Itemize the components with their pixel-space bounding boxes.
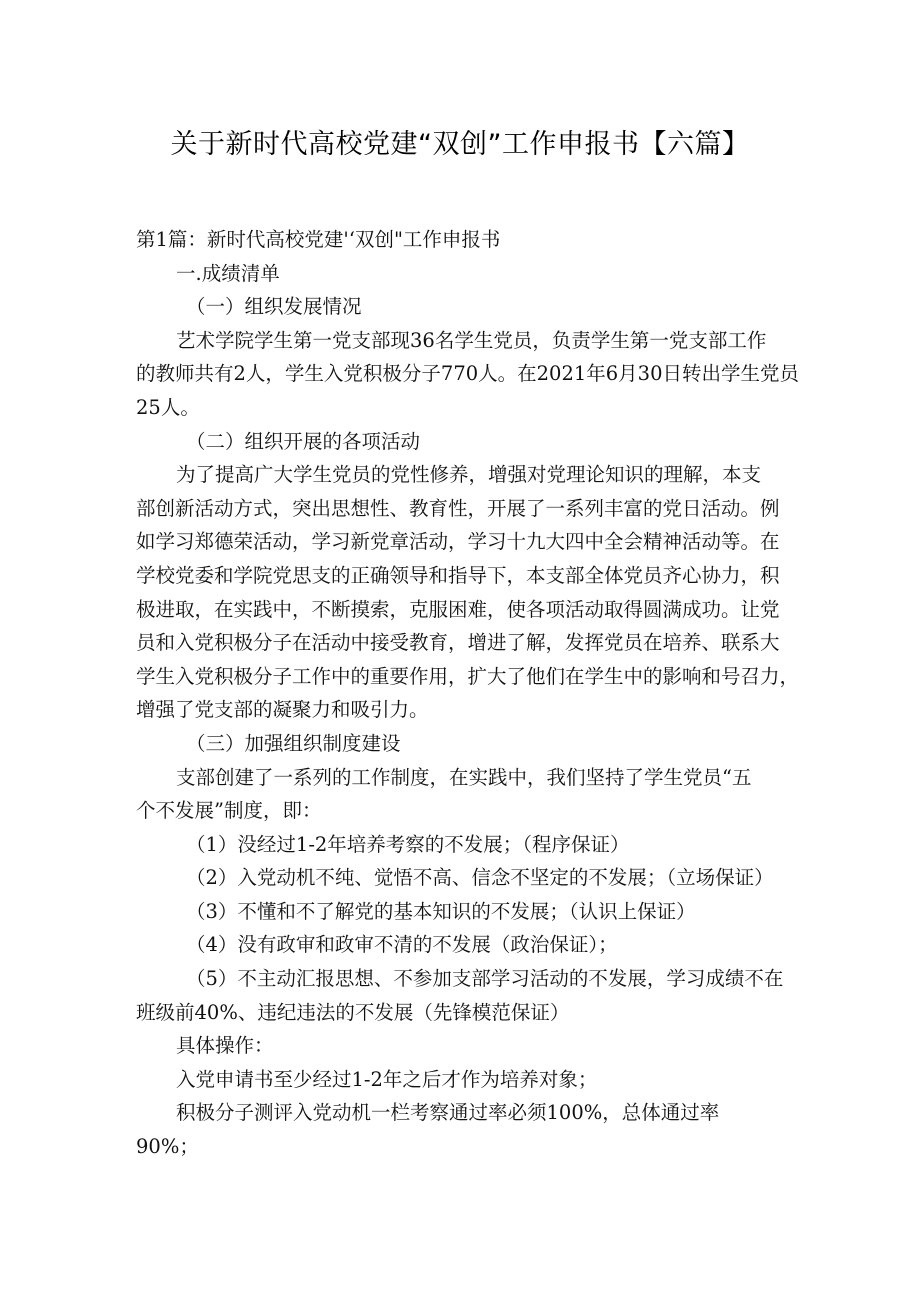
chapter-heading: 第1篇：新时代高校党建'‘双创"工作申报书 xyxy=(136,228,501,251)
paragraph-line: 员和入党积极分子在活动中接受教育，增进了解，发挥党员在培养、联系大 xyxy=(136,631,780,655)
paragraph-line: 学校党委和学院党思支的正确领导和指导下，本支部全体党员齐心协力，积 xyxy=(136,563,780,587)
paragraph-line: 如学习郑德荣活动，学习新党章活动，学习十九大四中全会精神活动等。在 xyxy=(136,530,780,554)
paragraph-line: 具体操作： xyxy=(176,1034,274,1058)
list-item: （4）没有政审和政审不清的不发展（政治保证）； xyxy=(186,933,618,957)
paragraph-line: 艺术学院学生第一党支部现36名学生党员，负责学生第一党支部工作 xyxy=(176,328,767,352)
paragraph-line: 极进取，在实践中，不断摸索，克服困难，使各项活动取得圆满成功。让党 xyxy=(136,597,780,621)
subsection-heading: （一）组织发展情况 xyxy=(186,295,362,319)
paragraph-line: 支部创建了一系列的工作制度，在实践中，我们坚持了学生党员“五 xyxy=(176,765,752,789)
paragraph-line: 个不发展”制度，即： xyxy=(136,799,322,823)
list-item: （3）不懂和不了解党的基本知识的不发展；（认识上保证） xyxy=(186,899,696,923)
section-heading: 一.成绩清单 xyxy=(176,261,280,285)
paragraph-line: 的教师共有2人，学生入党积极分子770人。在2021年6月30日转出学生党员 xyxy=(136,362,799,386)
paragraph-line: 学生入党积极分子工作中的重要作用，扩大了他们在学生中的影响和号召力， xyxy=(136,664,800,688)
list-item: （5）不主动汇报思想、不参加支部学习活动的不发展，学习成绩不在 xyxy=(186,967,784,991)
paragraph-line: 部创新活动方式，突出思想性、教育性，开展了一系列丰富的党日活动。例 xyxy=(136,496,780,520)
subsection-heading: （二）组织开展的各项活动 xyxy=(186,429,421,453)
subsection-heading: （三）加强组织制度建设 xyxy=(186,731,401,755)
paragraph-line: 积极分子测评入党动机一栏考察通过率必须100%，总体通过率 xyxy=(176,1101,720,1125)
paragraph-line: 增强了党支部的凝聚力和吸引力。 xyxy=(136,698,429,722)
paragraph-line: 班级前40%、违纪违法的不发展（先锋模范保证） xyxy=(136,1000,570,1024)
document-body xyxy=(136,223,800,1164)
list-item: （1）没经过1-2年培养考察的不发展；（程序保证） xyxy=(186,832,630,856)
list-item: （2）入党动机不纯、觉悟不高、信念不坚定的不发展；（立场保证） xyxy=(186,866,774,890)
paragraph-line: 90%； xyxy=(136,1135,199,1159)
paragraph-line: 25人。 xyxy=(136,395,200,419)
paragraph-line: 为了提高广大学生党员的党性修养，增强对党理论知识的理解，本支 xyxy=(176,463,762,487)
document-title: 关于新时代高校党建“双创”工作申报书【六篇】 xyxy=(170,129,750,160)
paragraph-line: 入党申请书至少经过1-2年之后才作为培养对象； xyxy=(176,1067,598,1091)
